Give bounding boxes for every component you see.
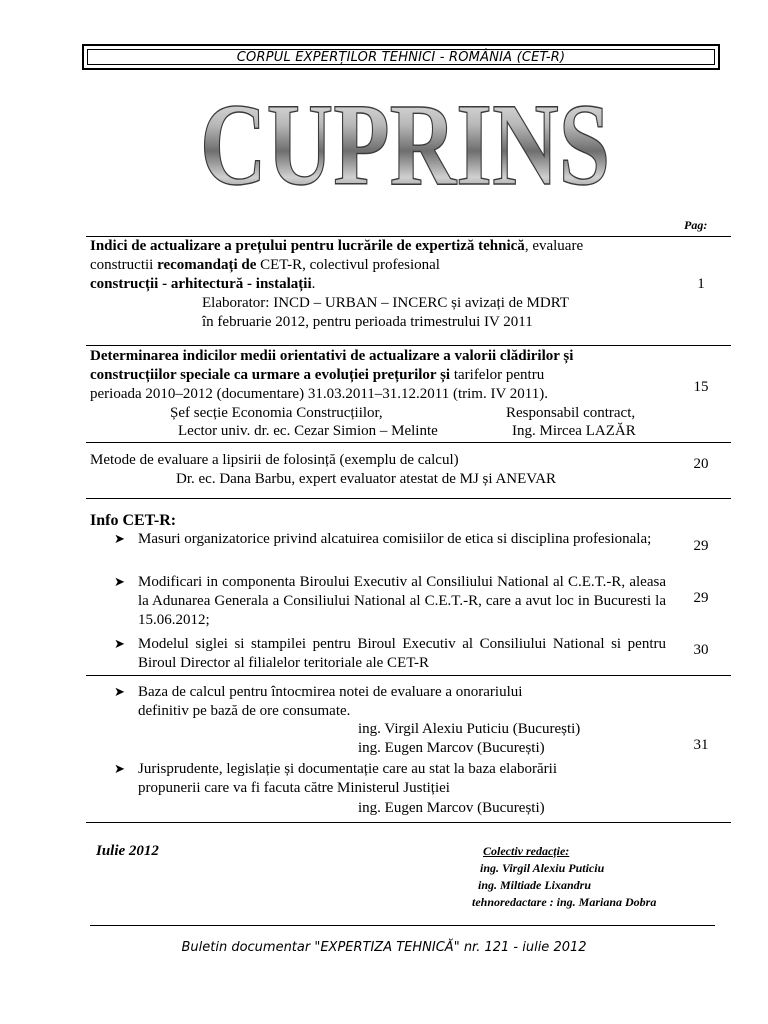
- page-number: 31: [693, 737, 709, 753]
- toc-entry-price-indices[interactable]: [90, 237, 690, 332]
- entry-text: tarifelor pentru: [450, 367, 545, 383]
- entry-title: Baza de calcul pentru întocmirea notei de evaluare a onorariului: [138, 684, 523, 700]
- editorial-member: tehnoredactare : ing. Mariana Dobra: [472, 895, 657, 909]
- cuprins-title-text: CUPRINS: [200, 79, 610, 210]
- entry-author: ing. Eugen Marcov (București): [358, 800, 545, 816]
- entry-author: Lector univ. dr. ec. Cezar Simion – Melinte: [178, 423, 438, 439]
- toc-entry-fee-calculation[interactable]: [138, 683, 666, 721]
- divider: [86, 442, 731, 443]
- entry-author: Elaborator: INCD – URBAN – INCERC și avizați de MDRT: [202, 295, 569, 311]
- page-number: 29: [693, 590, 709, 606]
- arrow-bullet-icon: ➤: [114, 761, 125, 776]
- entry-text: .: [311, 276, 316, 292]
- entry-text: recomandați de: [157, 257, 257, 273]
- entry-author: ing. Virgil Alexiu Puticiu (București): [358, 721, 581, 737]
- info-item-logo-stamp[interactable]: Modelul siglei si stampilei pentru Biroul Executiv al Consiliului National si pentru Biroul Director al filialelor teritoriale ale CET-R: [138, 636, 666, 671]
- journal-header-box: [82, 44, 720, 70]
- arrow-bullet-icon: ➤: [114, 684, 125, 699]
- divider: [86, 498, 731, 499]
- bulletin-footer-text: Buletin documentar "EXPERTIZA TEHNICĂ" nr. 121 - iulie 2012: [181, 940, 587, 955]
- arrow-bullet-icon: ➤: [114, 636, 125, 651]
- info-item-ethics[interactable]: Masuri organizatorice privind alcatuirea comisiilor de etica si disciplina profesionala;: [138, 531, 652, 547]
- page-number: 29: [693, 538, 709, 554]
- page-number: 20: [693, 456, 709, 472]
- arrow-bullet-icon: ➤: [114, 574, 125, 589]
- entry-author: Șef secție Economia Construcțiilor,: [170, 405, 383, 421]
- entry-title: Jurisprudente, legislație și documentație care au stat la baza elaborării: [138, 761, 557, 777]
- toc-entry-building-indices[interactable]: [90, 347, 690, 404]
- page-number: 1: [697, 276, 705, 292]
- entry-author: Responsabil contract,: [506, 405, 636, 421]
- entry-text: perioada 2010–2012 (documentare) 31.03.2011–31.12.2011 (trim. IV 2011).: [90, 386, 548, 402]
- entry-title: Metode de evaluare a lipsirii de folosință (exemplu de calcul): [90, 452, 459, 468]
- entry-title: construcțiilor speciale ca urmare a evoluției prețurilor și: [90, 367, 451, 383]
- toc-entry-valuation-methods[interactable]: [90, 451, 690, 489]
- editorial-member: ing. Miltiade Lixandru: [478, 878, 592, 892]
- divider: [86, 345, 731, 346]
- divider: [86, 822, 731, 823]
- entry-author: Ing. Mircea LAZĂR: [512, 423, 636, 439]
- cuprins-title: [190, 79, 620, 210]
- page-number: 30: [693, 642, 709, 658]
- entry-title: Determinarea indicilor medii orientativi de actualizare a valorii clădirilor și: [90, 348, 574, 364]
- issue-date: Iulie 2012: [96, 843, 159, 859]
- journal-header-text: CORPUL EXPERȚILOR TEHNICI - ROMÂNIA (CET-R): [236, 49, 566, 65]
- info-cetr-heading: Info CET-R:: [90, 512, 177, 529]
- entry-title: Indici de actualizare a prețului pentru lucrările de expertiză tehnică: [90, 238, 525, 254]
- editorial-team: [472, 843, 656, 911]
- divider: [86, 675, 731, 676]
- editorial-member: ing. Virgil Alexiu Puticiu: [480, 861, 605, 875]
- page-column-label: Pag:: [684, 218, 708, 232]
- page-number: 15: [693, 379, 709, 395]
- entry-author: în februarie 2012, pentru perioada trimestrului IV 2011: [202, 314, 533, 330]
- entry-text: CET-R, colectivul profesional: [256, 257, 440, 273]
- arrow-bullet-icon: ➤: [114, 531, 125, 546]
- entry-author: Dr. ec. Dana Barbu, expert evaluator atestat de MJ și ANEVAR: [176, 471, 557, 487]
- entry-author: ing. Eugen Marcov (București): [358, 740, 545, 756]
- toc-entry-jurisprudence[interactable]: [138, 760, 666, 798]
- editorial-team-title: Colectiv redacție:: [483, 844, 570, 858]
- entry-text: , evaluare: [524, 238, 584, 254]
- entry-text: construcții - arhitectură - instalații: [90, 276, 312, 292]
- entry-title: propunerii care va fi facuta către Ministerul Justiției: [138, 780, 450, 796]
- entry-text: constructii: [90, 257, 158, 273]
- footer-divider: [90, 925, 715, 926]
- info-item-executive-board[interactable]: Modificari in componenta Biroului Executiv al Consiliului National al C.E.T.-R, aleasa la Adunarea Generala a Consiliului National al C.E.T.-R, care a avut loc in Bucuresti la 15.06.2012;: [138, 574, 666, 628]
- entry-title: definitiv pe bază de ore consumate.: [138, 703, 351, 719]
